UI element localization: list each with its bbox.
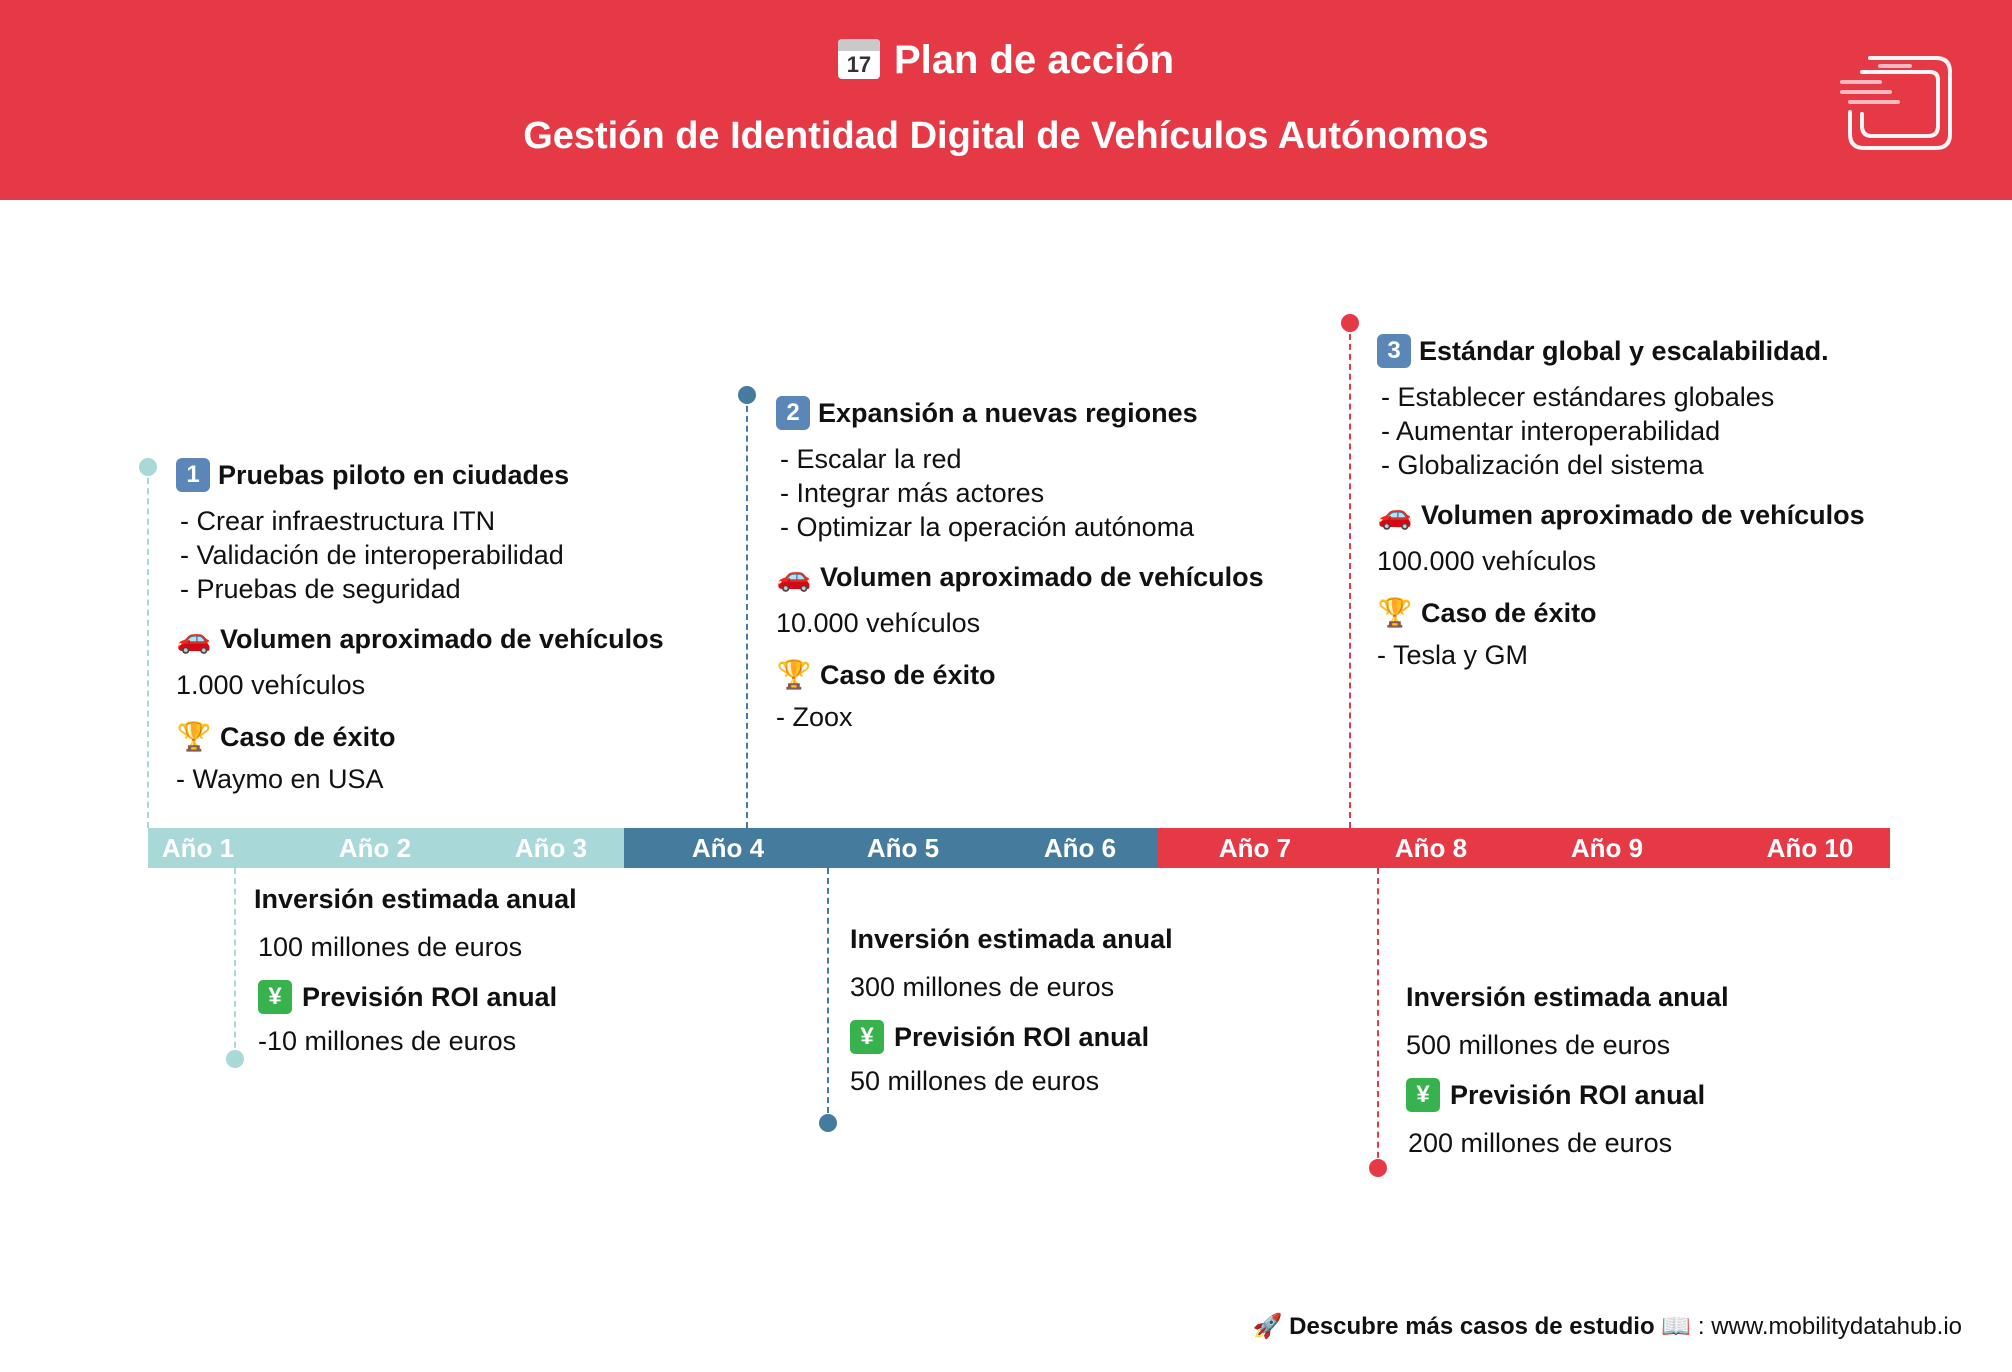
phase3-lower-connector xyxy=(1377,868,1379,1168)
phase2-volume-value: 10.000 vehículos xyxy=(776,608,981,638)
phase3-item: - Establecer estándares globales xyxy=(1381,382,1775,412)
phase1-roi-value: -10 millones de euros xyxy=(258,1026,517,1056)
chart-increasing-yen-icon: ¥ xyxy=(258,980,292,1014)
phase1-lower-marker xyxy=(226,1050,244,1068)
page-title: 17 Plan de acción xyxy=(0,38,2012,83)
phase1-title: 1 Pruebas piloto en ciudades xyxy=(176,458,569,492)
phase2-roi-value: 50 millones de euros xyxy=(850,1066,1100,1096)
phase2-investment-label: Inversión estimada anual xyxy=(850,924,1173,954)
timeline-year: Año 2 xyxy=(338,833,412,863)
phase3-investment-value: 500 millones de euros xyxy=(1406,1030,1671,1060)
chart-increasing-yen-icon: ¥ xyxy=(850,1020,884,1054)
phase2-success-value: - Zoox xyxy=(776,702,853,732)
phase3-item: - Aumentar interoperabilidad xyxy=(1381,416,1721,446)
timeline-year: Año 6 xyxy=(1043,833,1117,863)
car-icon: 🚗 xyxy=(1377,499,1413,530)
phase2-title: 2 Expansión a nuevas regiones xyxy=(776,396,1198,430)
phase1-item: - Crear infraestructura ITN xyxy=(180,506,496,536)
timeline-year: Año 5 xyxy=(866,833,940,863)
phase1-lower-connector xyxy=(234,868,236,1058)
phase2-item: - Optimizar la operación autónoma xyxy=(780,512,1195,542)
phase2-success-label: 🏆 Caso de éxito xyxy=(776,659,996,690)
phase3-lower-marker xyxy=(1369,1159,1387,1177)
number-2-icon: 2 xyxy=(776,396,810,430)
timeline-year: Año 9 xyxy=(1570,833,1644,863)
phase1-investment-label: Inversión estimada anual xyxy=(254,884,577,914)
footer-link[interactable]: www.mobilitydatahub.io xyxy=(1711,1313,1962,1340)
footer xyxy=(1253,1312,1962,1341)
phase1-investment-value: 100 millones de euros xyxy=(258,932,523,962)
phase3-volume-value: 100.000 vehículos xyxy=(1377,546,1597,576)
phase3-investment-label: Inversión estimada anual xyxy=(1406,982,1729,1012)
phase2-upper-marker xyxy=(738,386,756,404)
phase3-roi-value: 200 millones de euros xyxy=(1408,1128,1673,1158)
phase2-lower-marker xyxy=(819,1114,837,1132)
header-banner xyxy=(0,0,2012,200)
brand-logo-icon xyxy=(1840,48,1960,158)
number-1-icon: 1 xyxy=(176,458,210,492)
car-icon: 🚗 xyxy=(776,561,812,592)
number-3-icon: 3 xyxy=(1377,334,1411,368)
timeline-year: Año 8 xyxy=(1394,833,1468,863)
phase3-roi-label: ¥ Previsión ROI anual xyxy=(1406,1078,1705,1112)
phase3-success-label: 🏆 Caso de éxito xyxy=(1377,597,1597,628)
footer-separator: : xyxy=(1691,1313,1712,1340)
phase3-volume-label: 🚗 Volumen aproximado de vehículos xyxy=(1377,499,1865,530)
phase1-item: - Validación de interoperabilidad xyxy=(180,540,564,570)
timeline-year: Año 3 xyxy=(514,833,588,863)
phase3-item: - Globalización del sistema xyxy=(1381,450,1704,480)
timeline-year: Año 1 xyxy=(161,833,235,863)
phase1-volume-value: 1.000 vehículos xyxy=(176,670,366,700)
phase1-success-value: - Waymo en USA xyxy=(176,764,384,794)
phase2-roi-label: ¥ Previsión ROI anual xyxy=(850,1020,1149,1054)
phase1-upper-marker xyxy=(139,458,157,476)
calendar-icon: 17 xyxy=(838,39,880,79)
phase3-success-value: - Tesla y GM xyxy=(1377,640,1529,670)
phase2-item: - Integrar más actores xyxy=(780,478,1045,508)
phase3-title: 3 Estándar global y escalabilidad. xyxy=(1377,334,1829,368)
timeline-year: Año 7 xyxy=(1218,833,1292,863)
phase2-upper-connector xyxy=(746,396,748,828)
phase2-investment-value: 300 millones de euros xyxy=(850,972,1115,1002)
phase1-roi-label: ¥ Previsión ROI anual xyxy=(258,980,557,1014)
footer-label: Descubre más casos de estudio xyxy=(1289,1313,1655,1340)
rocket-icon: 🚀 xyxy=(1252,1313,1283,1340)
phase3-upper-connector xyxy=(1349,324,1351,828)
phase3-upper-marker xyxy=(1341,314,1359,332)
phase1-volume-label: 🚗 Volumen aproximado de vehículos xyxy=(176,623,664,654)
phase1-success-label: 🏆 Caso de éxito xyxy=(176,721,396,752)
phase2-lower-connector xyxy=(827,868,829,1123)
timeline-year: Año 4 xyxy=(691,833,765,863)
timeline-year: Año 10 xyxy=(1766,833,1854,863)
chart-increasing-yen-icon: ¥ xyxy=(1406,1078,1440,1112)
trophy-icon: 🏆 xyxy=(1377,597,1413,628)
phase2-volume-label: 🚗 Volumen aproximado de vehículos xyxy=(776,561,1264,592)
trophy-icon: 🏆 xyxy=(176,721,212,752)
trophy-icon: 🏆 xyxy=(776,659,812,690)
page-subtitle: Gestión de Identidad Digital de Vehículos Autónomos xyxy=(523,115,1489,157)
car-icon: 🚗 xyxy=(176,623,212,654)
phase1-upper-connector xyxy=(147,468,149,828)
book-icon: 📖 xyxy=(1661,1313,1692,1340)
phase1-item: - Pruebas de seguridad xyxy=(180,574,461,604)
phase2-item: - Escalar la red xyxy=(780,444,962,474)
